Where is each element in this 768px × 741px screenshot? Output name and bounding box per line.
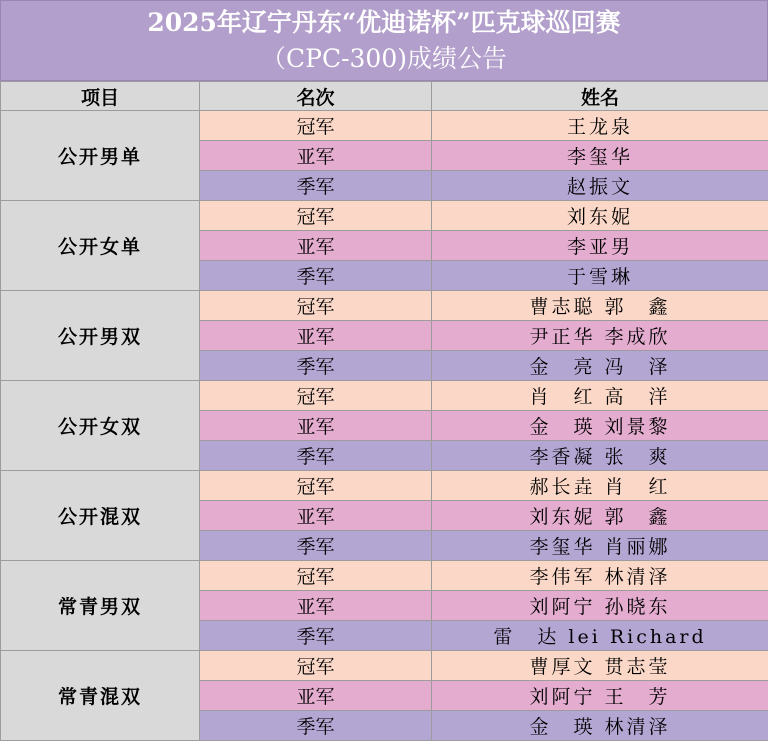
header-row	[1, 82, 768, 111]
rank-cell: 亚军	[200, 591, 432, 621]
player-names-cell: 李伟军 林清泽	[432, 561, 768, 591]
rank-cell: 冠军	[200, 291, 432, 321]
header-name: 姓名	[432, 82, 768, 111]
player-names-cell: 李亚男	[432, 231, 768, 261]
event-category: 公开女单	[1, 201, 200, 291]
header-event: 项目	[1, 82, 200, 111]
player-names-cell: 刘东妮 郭 鑫	[432, 501, 768, 531]
rank-cell: 季军	[200, 621, 432, 651]
title-line-1: 2025年辽宁丹东“优迪诺杯”匹克球巡回赛	[147, 8, 621, 37]
rank-cell: 季军	[200, 171, 432, 201]
rank-cell: 冠军	[200, 201, 432, 231]
event-category: 公开男单	[1, 111, 200, 201]
result-row-champion	[1, 561, 768, 591]
player-names-cell: 金 瑛 林清泽	[432, 711, 768, 741]
result-row-champion	[1, 471, 768, 501]
player-names-cell: 刘阿宁 孙晓东	[432, 591, 768, 621]
event-category: 公开混双	[1, 471, 200, 561]
result-row-champion	[1, 381, 768, 411]
player-names-cell: 曹厚文 贯志莹	[432, 651, 768, 681]
rank-cell: 冠军	[200, 651, 432, 681]
event-category: 常青混双	[1, 651, 200, 741]
rank-cell: 季军	[200, 531, 432, 561]
rank-cell: 冠军	[200, 471, 432, 501]
player-names-cell: 李香凝 张 爽	[432, 441, 768, 471]
rank-cell: 季军	[200, 351, 432, 381]
rank-cell: 季军	[200, 441, 432, 471]
results-body	[1, 111, 768, 741]
player-names-cell: 金 亮 冯 泽	[432, 351, 768, 381]
player-names-cell: 刘东妮	[432, 201, 768, 231]
player-names-cell: 刘阿宁 王 芳	[432, 681, 768, 711]
title-line-2: （CPC-300)成绩公告	[261, 44, 507, 73]
rank-cell: 季军	[200, 711, 432, 741]
rank-cell: 亚军	[200, 501, 432, 531]
rank-cell: 亚军	[200, 321, 432, 351]
rank-cell: 冠军	[200, 381, 432, 411]
player-names-cell: 李玺华 肖丽娜	[432, 531, 768, 561]
player-names-cell: 肖 红 高 洋	[432, 381, 768, 411]
result-row-champion	[1, 201, 768, 231]
player-names-cell: 郝长垚 肖 红	[432, 471, 768, 501]
announcement-title	[0, 0, 768, 81]
event-category: 公开女双	[1, 381, 200, 471]
player-names-cell: 赵振文	[432, 171, 768, 201]
event-category: 常青男双	[1, 561, 200, 651]
player-names-cell: 于雪琳	[432, 261, 768, 291]
rank-cell: 亚军	[200, 411, 432, 441]
player-names-cell: 李玺华	[432, 141, 768, 171]
result-row-champion	[1, 291, 768, 321]
result-row-champion	[1, 111, 768, 141]
results-table	[0, 81, 768, 741]
rank-cell: 亚军	[200, 681, 432, 711]
rank-cell: 季军	[200, 261, 432, 291]
player-names-cell: 曹志聪 郭 鑫	[432, 291, 768, 321]
rank-cell: 亚军	[200, 141, 432, 171]
header-rank: 名次	[200, 82, 432, 111]
rank-cell: 冠军	[200, 111, 432, 141]
player-names-cell: 尹正华 李成欣	[432, 321, 768, 351]
result-row-champion	[1, 651, 768, 681]
player-names-cell: 雷 达 lei Richard	[432, 621, 768, 651]
rank-cell: 冠军	[200, 561, 432, 591]
rank-cell: 亚军	[200, 231, 432, 261]
player-names-cell: 金 瑛 刘景黎	[432, 411, 768, 441]
player-names-cell: 王龙泉	[432, 111, 768, 141]
event-category: 公开男双	[1, 291, 200, 381]
